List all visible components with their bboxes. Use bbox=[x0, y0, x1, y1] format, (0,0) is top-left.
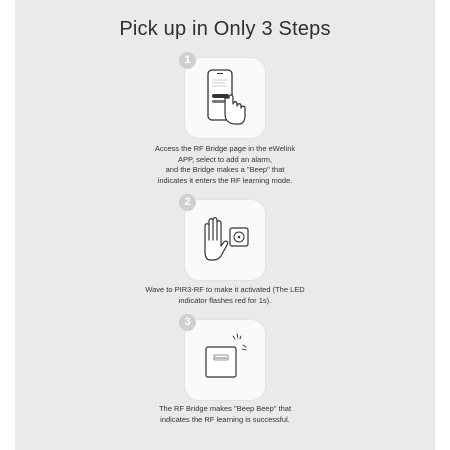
step-text-line: APP, select to add an alarm, bbox=[177, 154, 273, 164]
rf-bridge-beep-icon bbox=[185, 320, 265, 400]
step-2-card bbox=[184, 196, 265, 280]
page-title: Pick up in Only 3 Steps bbox=[119, 18, 331, 40]
step-text-line: indicates it enters the RF learning mode. bbox=[157, 175, 293, 185]
steps-panel bbox=[15, 0, 435, 450]
step-1-description bbox=[15, 144, 435, 186]
phone-tap-icon bbox=[185, 58, 265, 138]
step-text-line: The RF Bridge makes "Beep Beep" that bbox=[158, 404, 292, 413]
step-3-card bbox=[184, 316, 265, 400]
device-logo-text: SONOFF bbox=[214, 356, 228, 360]
step-number-badge: 2 bbox=[179, 194, 196, 211]
step-text-line: Access the RF Bridge page in the eWelink bbox=[154, 144, 296, 153]
step-number-badge: 3 bbox=[179, 314, 196, 331]
step-3-description bbox=[15, 404, 435, 425]
step-number-badge: 1 bbox=[179, 52, 196, 69]
step-text-line: indicator flashes red for 1s). bbox=[178, 295, 272, 305]
step-1-card bbox=[184, 54, 265, 138]
step-text-line: and the Bridge makes a "Beep" that bbox=[165, 165, 285, 174]
step-text-line: indicates the RF learning is successful. bbox=[160, 414, 290, 424]
hand-wave-sensor-icon bbox=[185, 200, 265, 280]
step-2-description bbox=[15, 285, 435, 306]
step-text-line: Wave to PIR3-RF to make it activated (The LED bbox=[145, 285, 305, 294]
